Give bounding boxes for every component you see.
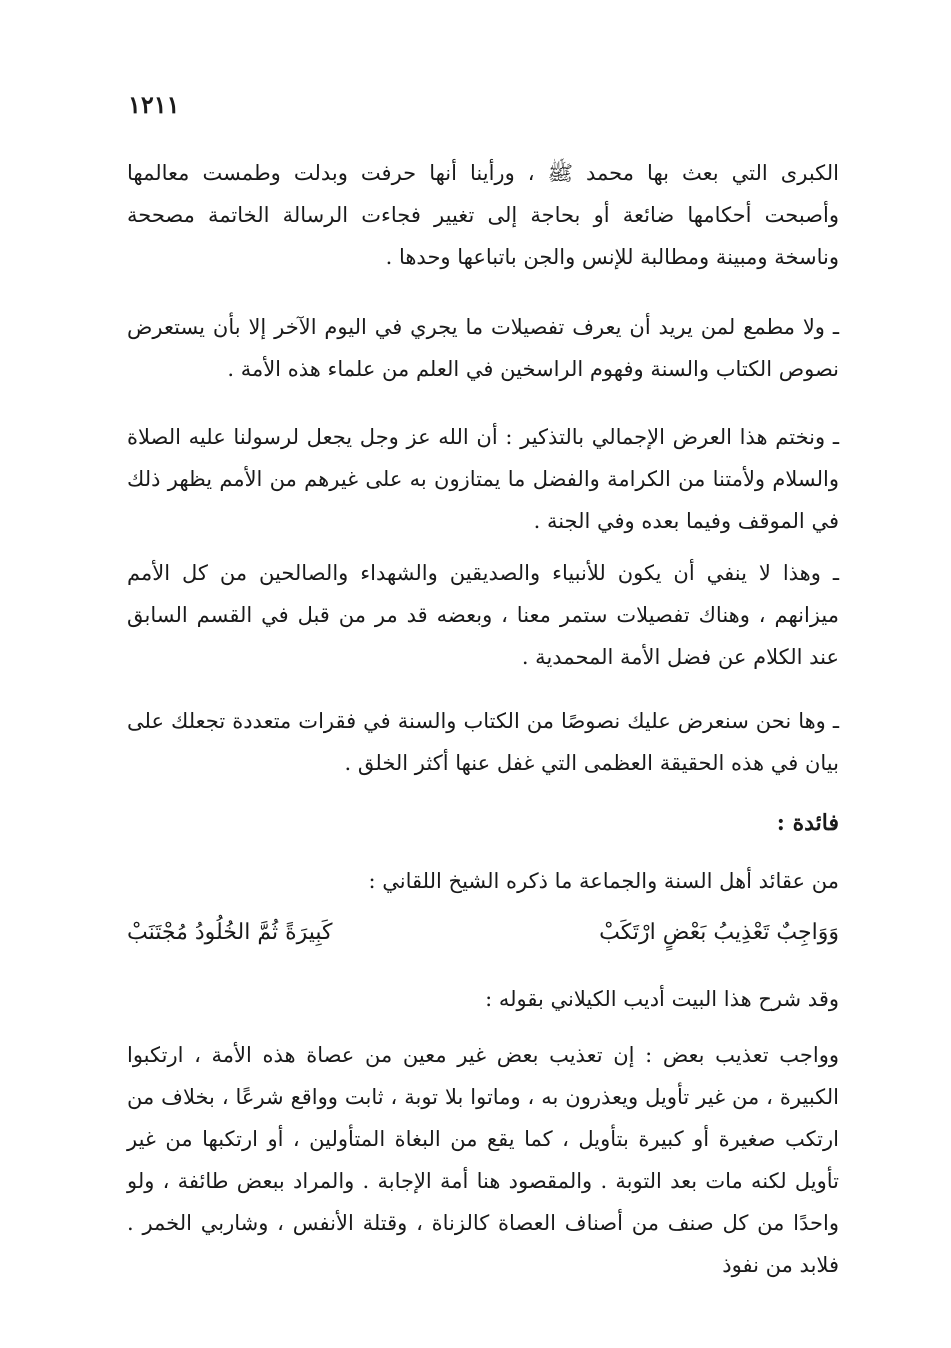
paragraph-texts-preview	[127, 700, 839, 784]
paragraph-text: ـ وهذا لا ينفي أن يكون للأنبياء والصديقين والشهداء والصالحين من كل الأمم ميزانهم ، وهناك تفصيلات ستمر معنا ، وبعضه قد مر من قبل في القسم السابق عند الكلام عن فضل الأمة المحمدية .	[127, 561, 839, 669]
paragraph-text: ـ وها نحن سنعرض عليك نصوصًا من الكتاب والسنة في فقرات متعددة تجعلك على بيان في هذه الحقيقة العظمى التي غفل عنها أكثر الخلق .	[127, 709, 839, 775]
verse-first-hemistich: وَوَاجِبٌ تَعْذِيبُ بَعْضٍ ارْتَكَبْ	[599, 920, 839, 945]
paragraph-last-day-details	[127, 306, 839, 390]
faida-heading: فائدة :	[776, 810, 839, 836]
paragraph-text: من عقائد أهل السنة والجماعة ما ذكره الشيخ اللقاني :	[368, 869, 839, 893]
paragraph-conclusion-reminder	[127, 416, 839, 542]
paragraph-text: الكبرى التي بعث بها محمد ﷺ ، ورأينا أنها حرفت وبدلت وطمست معالمها وأصبحت أحكامها ضائعة أو بحاجة إلى تغيير فجاءت الرسالة الخاتمة مصححة وناسخة ومبينة ومطالبة للإنس والجن باتباعها وحدها .	[127, 161, 839, 269]
paragraph-text: وواجب تعذيب بعض : إن تعذيب بعض غير معين من عصاة هذه الأمة ، ارتكبوا الكبيرة ، من غير تأويل ويعذرون به ، وماتوا بلا توبة ، ثابت وواقع شرعًا ، بخلاف من ارتكب صغيرة أو كبيرة بتأويل ، كما يقع من البغاة المتأولين ، أو ارتكبها من غير تأويل لكنه مات بعد التوبة . والمقصود هنا أمة الإجابة . والمراد ببعض طائفة ، ولو واحدًا من كل صنف من أصناف العصاة كالزناة ، وقتلة الأنفس ، وشاربي الخمر . فلابد من نفوذ	[127, 1043, 839, 1277]
faida-intro	[127, 860, 839, 902]
paragraph-prophets-balance	[127, 552, 839, 678]
verse-commentary	[127, 1034, 839, 1286]
paragraph-text: وقد شرح هذا البيت أديب الكيلاني بقوله :	[485, 987, 839, 1011]
page-number: ١٢١١	[128, 90, 180, 119]
verse-explanation-intro	[127, 978, 839, 1020]
paragraph-text: ـ ونختم هذا العرض الإجمالي بالتذكير : أن الله عز وجل يجعل لرسولنا عليه الصلاة والسلام ولأمتنا من الكرامة والفضل ما يمتازون به على غيرهم من الأمم يظهر ذلك في الموقف وفيما بعده وفي الجنة .	[127, 425, 839, 533]
verse-second-hemistich: كَبِيرَةً ثُمَّ الخُلُودُ مُجْتَنَبْ	[127, 920, 333, 945]
paragraph-intro-continuation	[127, 152, 839, 278]
poetry-verse	[127, 912, 839, 954]
paragraph-text: ـ ولا مطمع لمن يريد أن يعرف تفصيلات ما يجري في اليوم الآخر إلا بأن يستعرض نصوص الكتاب والسنة وفهوم الراسخين في العلم من علماء هذه الأمة .	[127, 315, 839, 381]
